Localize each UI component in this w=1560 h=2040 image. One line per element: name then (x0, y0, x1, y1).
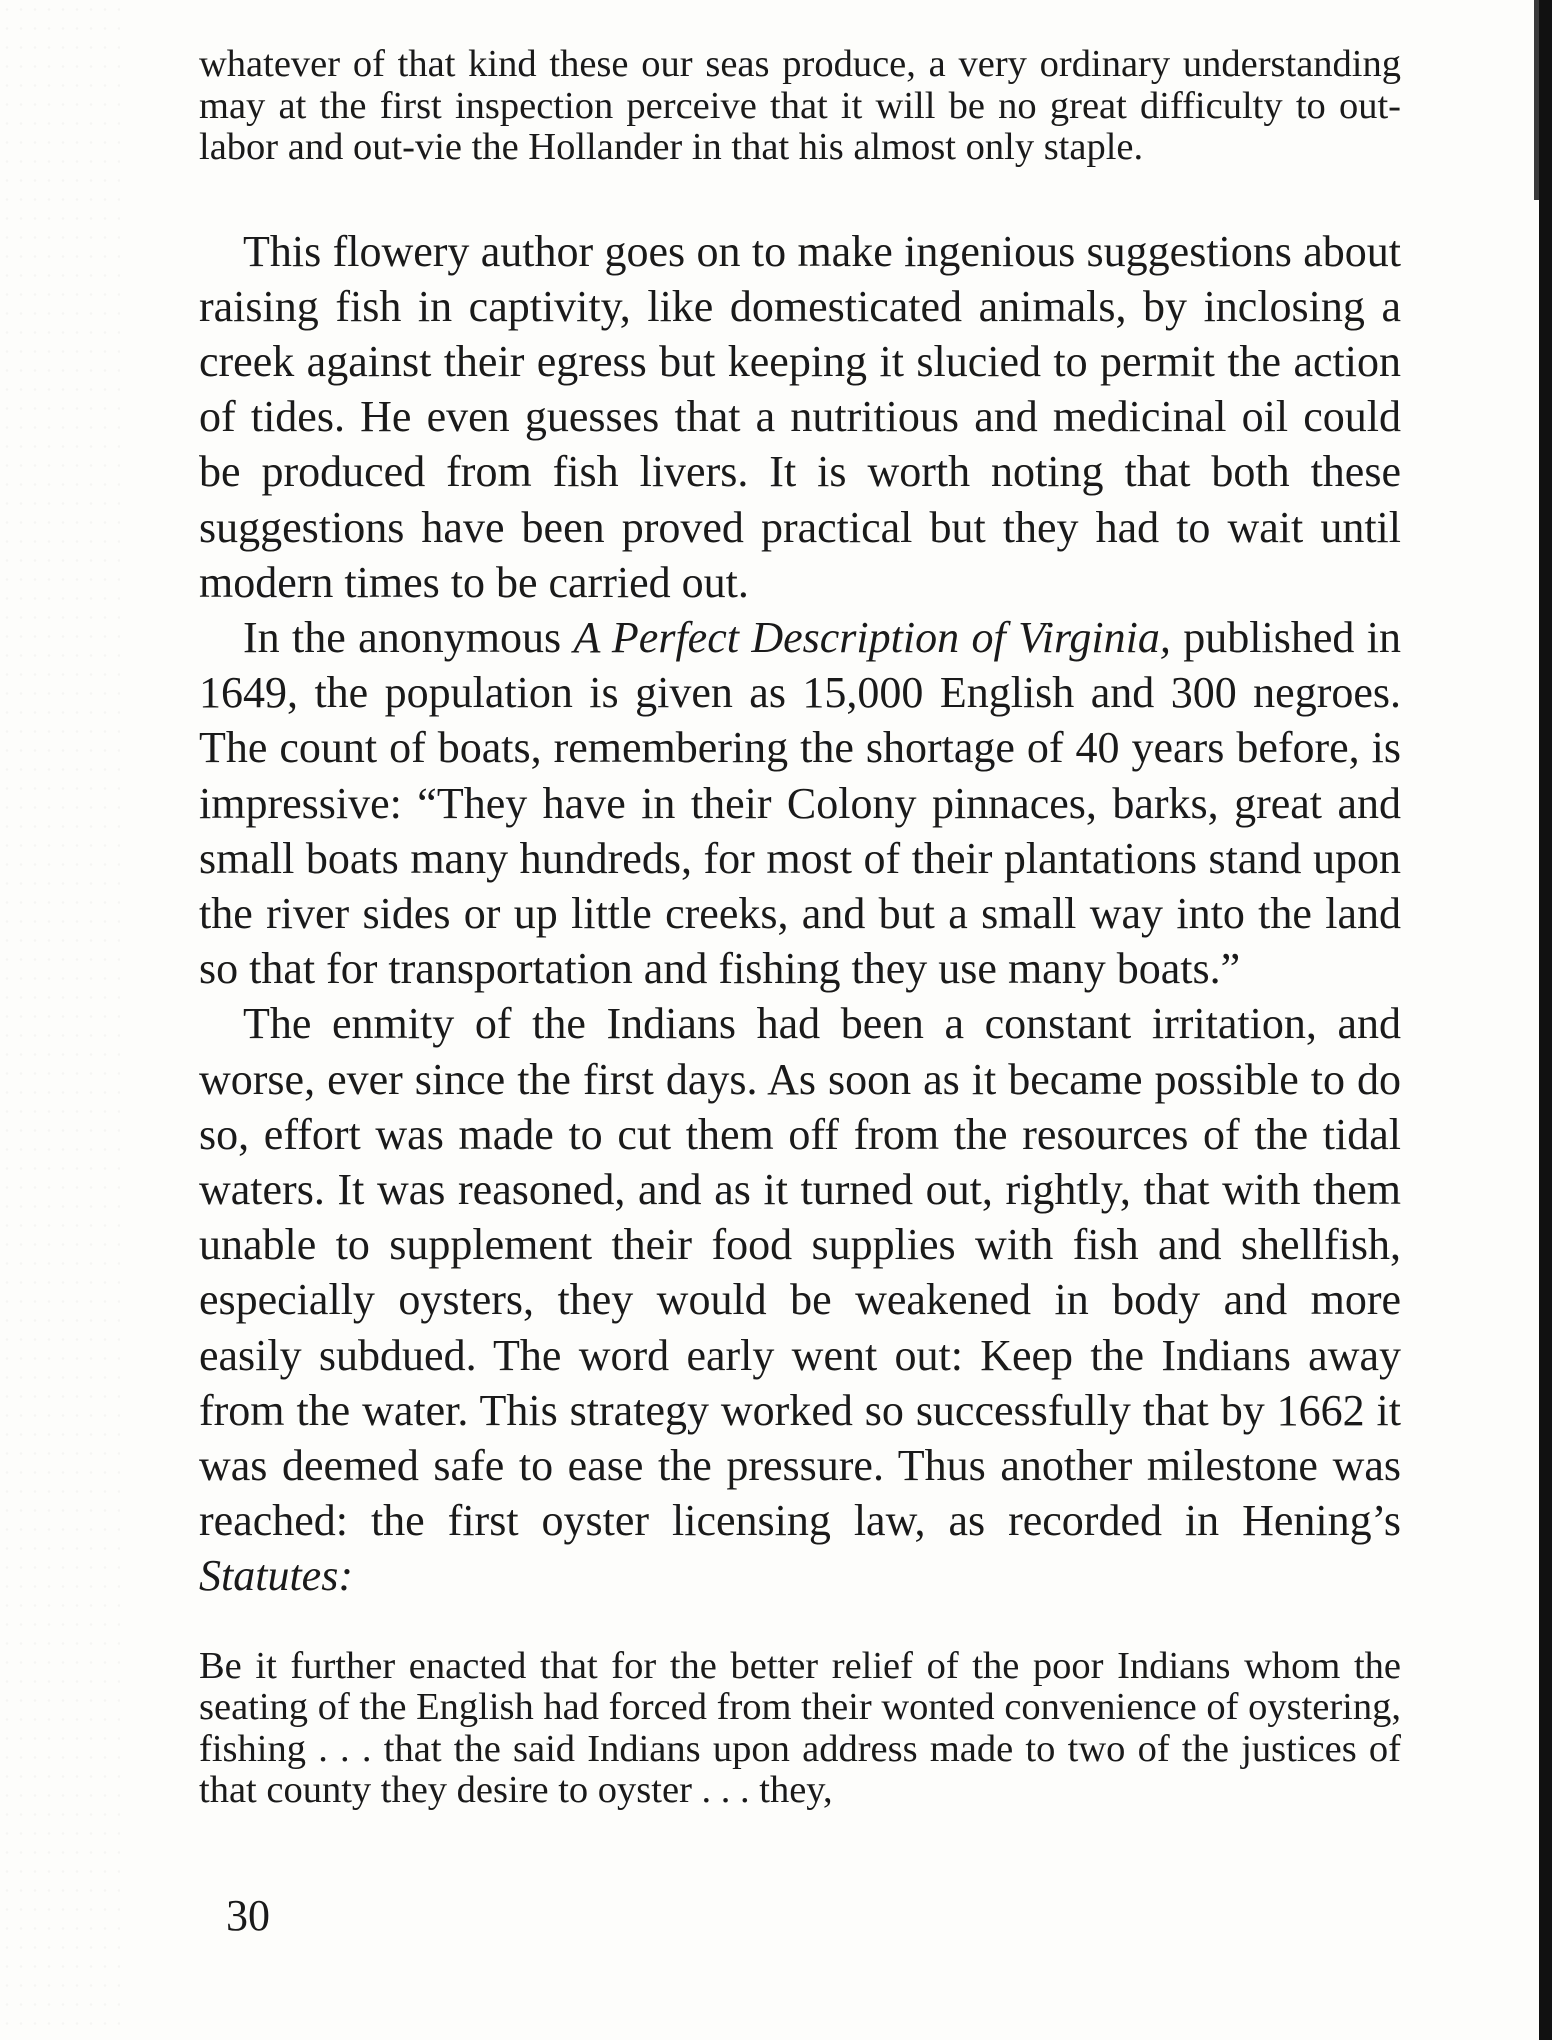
quote-continuation: whatever of that kind these our seas produce, a very ordinary understanding may at the first inspection perceive that it will be no great difficulty to out-labor and out-vie the Hollander in that his almost only staple. (199, 43, 1401, 168)
page-number: 30 (226, 1891, 270, 1940)
paragraph-text: The enmity of the Indians had been a constant irritation, and worse, ever since the first days. As soon as it became possible to do so, effort was made to cut them off from the resources of the tidal waters. It was reasoned, and as it turned out, rightly, that with them unable to supplement their food supplies with fish and shellfish, especially oysters, they would be weakened in body and more easily subdued. The word early went out: Keep the Indians away from the water. This strategy worked so successfully that by 1662 it was deemed safe to ease the pressure. Thus another milestone was reached: the first oyster licensing law, as recorded in Hening’s (199, 999, 1401, 1546)
paragraph-text: In the anonymous (243, 612, 574, 662)
paragraph-perfect-description (199, 610, 1401, 996)
paragraph-flowery-author: This flowery author goes on to make ingenious suggestions about raising fish in captivity, like domesticated animals, by inclosing a creek against their egress but keeping it slucied to permit the action of tides. He even guesses that a nutritious and medicinal oil could be produced from fish livers. It is worth noting that both these suggestions have been proved practical but they had to wait until modern times to be carried out. (199, 226, 1401, 607)
book-page (199, 30, 1401, 1812)
paragraph-text: published in 1649, the population is given as 15,000 English and 300 negroes. The count of boats, remembering the shortage of 40 years before, is impressive: “They have in their Colony pinnaces, barks, great and small boats many hundreds, for most of their plantations stand upon the river sides or up little creeks, and but a small way into the land so that for transportation and fishing they use many boats.” (199, 612, 1401, 994)
book-title: A Perfect Description of Virginia, (573, 612, 1171, 662)
scan-speckle (0, 0, 120, 2040)
scan-edge (1539, 0, 1552, 2040)
statute-extract: Be it further enacted that for the better relief of the poor Indians whom the seating of the English had forced from their wonted convenience of oystering, fishing . . . that the said Indians upon address made to two of the justices of that county they desire to oyster . . . they, (199, 1644, 1401, 1812)
paragraph-indians (199, 996, 1401, 1603)
statutes-title: Statutes: (199, 1551, 353, 1601)
